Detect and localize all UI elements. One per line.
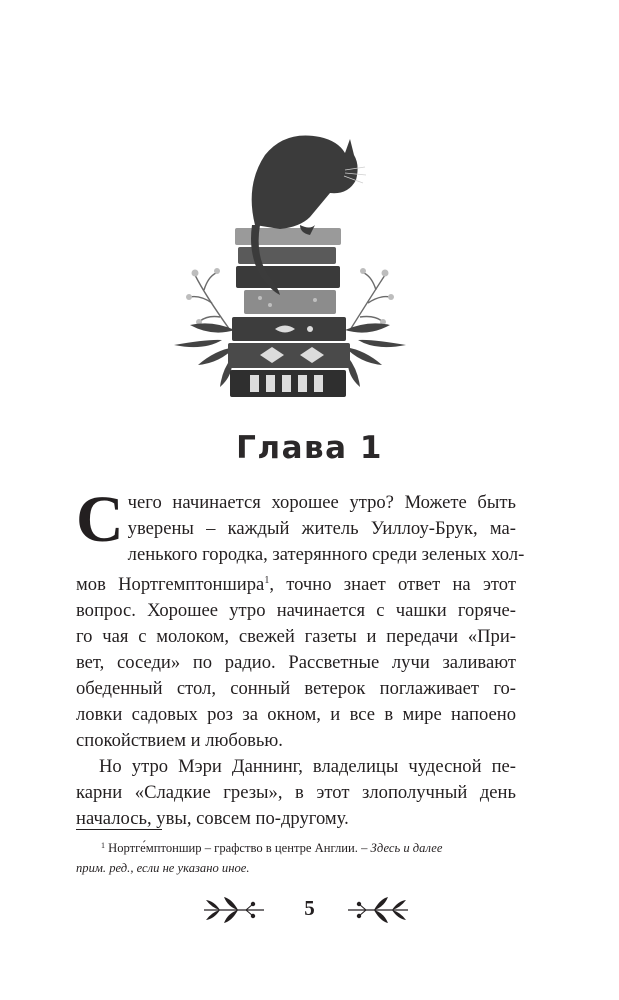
footnote-italic: прим. ред., если не указано иное. [76, 861, 250, 875]
footnote-divider [76, 829, 162, 830]
cat-on-books-illustration [160, 125, 420, 405]
text-line: уверены – каждый житель Уиллоу-Брук, ма- [127, 518, 516, 539]
left-leaves-icon [174, 323, 235, 387]
chapter-title: Глава 1 [236, 430, 383, 466]
text-line: Но утро Мэри Даннинг, владелицы чудесной пе- [99, 756, 516, 778]
text-line: обеденный стол, сонный ветерок поглаживает го- [76, 678, 516, 700]
footnote [76, 836, 516, 878]
text-line: началось, увы, совсем по-другому. [76, 808, 349, 830]
text-fragment: мов Нортгемптоншира [76, 574, 265, 596]
footnote-number: 1 [101, 841, 105, 850]
text-line: спокойствием и любовью. [76, 730, 283, 752]
left-sprig-icon [190, 273, 230, 330]
text-line: го чая с молоком, свежей газеты и передачи «При- [76, 626, 516, 648]
text-line: ловки садовых роз за окном, и все в мире напоено [76, 704, 516, 726]
footnote-ref[interactable]: 1 [264, 575, 270, 586]
paragraph-2 [76, 754, 516, 832]
text-line-with-footnote [76, 568, 516, 598]
footnote-text: Нортге́мптоншир – графство в центре Англии. – [108, 841, 368, 855]
text-line: чего начинается хорошее утро? Можете быть [127, 492, 516, 513]
drop-cap: С [76, 483, 124, 556]
right-leaves-icon [345, 323, 406, 387]
footnote-italic: Здесь и далее [370, 841, 443, 855]
text-line: ленького городка, затерянного среди зеленых хол- [127, 544, 525, 565]
text-fragment: , точно знает ответ на этот [269, 574, 516, 596]
text-line: вет, соседи» по радио. Рассветные лучи заливают [76, 652, 516, 674]
right-ornament-icon [342, 893, 412, 927]
paragraph-1 [76, 483, 525, 754]
text-line: карни «Сладкие грезы», в этот злополучный день [76, 782, 516, 804]
book-stack [228, 228, 350, 397]
text-line: вопрос. Хорошее утро начинается с чашки горяче- [76, 600, 516, 622]
body-text [76, 483, 525, 832]
page-number: 5 [304, 896, 315, 920]
footnote-line [76, 858, 516, 878]
footnote-line [76, 836, 516, 858]
